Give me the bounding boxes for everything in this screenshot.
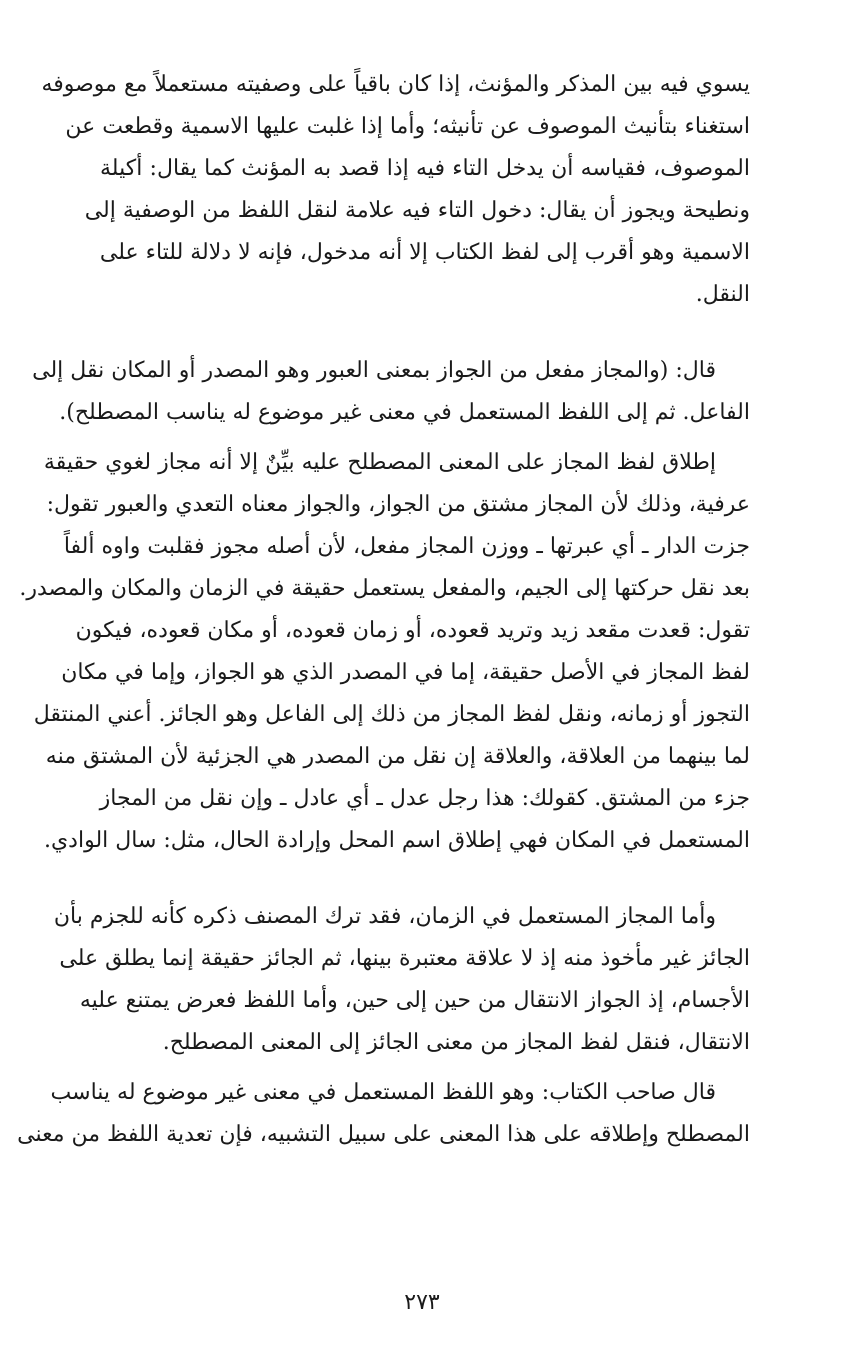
text-line: الاسمية وهو أقرب إلى لفظ الكتاب إلا أنه مدخول، فإنه لا دلالة للتاء على	[99, 240, 750, 265]
text-line: استغناء بتأنيث الموصوف عن تأنيثه؛ وأما إذا غلبت عليها الاسمية وقطعت عن	[65, 114, 750, 139]
text-line: جزء من المشتق. كقولك: هذا رجل عدل ـ أي عادل ـ وإن نقل من المجاز	[99, 786, 750, 811]
text-line: قال صاحب الكتاب: وهو اللفظ المستعمل في معنى غير موضوع له يناسب	[50, 1080, 716, 1105]
text-line: ونطيحة ويجوز أن يقال: دخول التاء فيه علامة لنقل اللفظ من الوصفية إلى	[84, 198, 750, 223]
page-number: ٢٧٣	[404, 1290, 440, 1315]
text-line: الأجسام، إذ الجواز الانتقال من حين إلى حين، وأما اللفظ فعرض يمتنع عليه	[79, 988, 750, 1013]
text-line: المصطلح وإطلاقه على هذا المعنى على سبيل التشبيه، فإن تعدية اللفظ من معنى	[17, 1122, 750, 1147]
paragraph-4	[53, 896, 750, 1064]
paragraph-2	[32, 350, 750, 434]
text-line: وأما المجاز المستعمل في الزمان، فقد ترك المصنف ذكره كأنه للجزم بأن	[53, 904, 716, 929]
text-line: بعد نقل حركتها إلى الجيم، والمفعل يستعمل حقيقة في الزمان والمكان والمصدر.	[19, 576, 750, 601]
text-line: إطلاق لفظ المجاز على المعنى المصطلح عليه بيِّنٌ إلا أنه مجاز لغوي حقيقة	[43, 450, 716, 475]
text-line: لما بينهما من العلاقة، والعلاقة إن نقل من المصدر هي الجزئية لأن المشتق منه	[45, 744, 750, 769]
paragraph-3	[19, 442, 750, 862]
paragraph-gap	[100, 862, 750, 896]
text-line: عرفية، وذلك لأن المجاز مشتق من الجواز، والجواز معناه التعدي والعبور تقول:	[46, 492, 750, 517]
text-line: الموصوف، فقياسه أن يدخل التاء فيه إذا قصد به المؤنث كما يقال: أكيلة	[100, 156, 750, 181]
text-line: النقل.	[695, 282, 750, 307]
text-line: الانتقال، فنقل لفظ المجاز من معنى الجائز إلى المعنى المصطلح.	[162, 1030, 750, 1055]
text-line: الفاعل. ثم إلى اللفظ المستعمل في معنى غير موضوع له يناسب المصطلح).	[59, 400, 750, 425]
paragraph-1	[41, 64, 750, 316]
text-line: الجائز غير مأخوذ منه إذ لا علاقة معتبرة بينها، ثم الجائز حقيقة إنما يطلق على	[59, 946, 750, 971]
paragraph-5	[17, 1072, 750, 1156]
text-line: قال: (والمجاز مفعل من الجواز بمعنى العبور وهو المصدر أو المكان نقل إلى	[32, 358, 716, 383]
text-line: المستعمل في المكان فهي إطلاق اسم المحل وإرادة الحال، مثل: سال الوادي.	[43, 828, 750, 853]
text-line: لفظ المجاز في الأصل حقيقة، إما في المصدر الذي هو الجواز، وإما في مكان	[61, 660, 750, 685]
paragraph-gap	[100, 434, 750, 442]
text-line: جزت الدار ـ أي عبرتها ـ ووزن المجاز مفعل، لأن أصله مجوز فقلبت واوه ألفاً	[63, 534, 750, 559]
text-line: التجوز أو زمانه، ونقل لفظ المجاز من ذلك إلى الفاعل وهو الجائز. أعني المنتقل	[33, 702, 750, 727]
text-line: يسوي فيه بين المذكر والمؤنث، إذا كان باقياً على وصفيته مستعملاً مع موصوفه	[41, 72, 750, 97]
page-body	[17, 64, 750, 1156]
paragraph-gap	[100, 316, 750, 350]
text-line: تقول: قعدت مقعد زيد وتريد قعوده، أو زمان قعوده، أو مكان قعوده، فيكون	[75, 618, 750, 643]
paragraph-gap	[100, 1064, 750, 1072]
